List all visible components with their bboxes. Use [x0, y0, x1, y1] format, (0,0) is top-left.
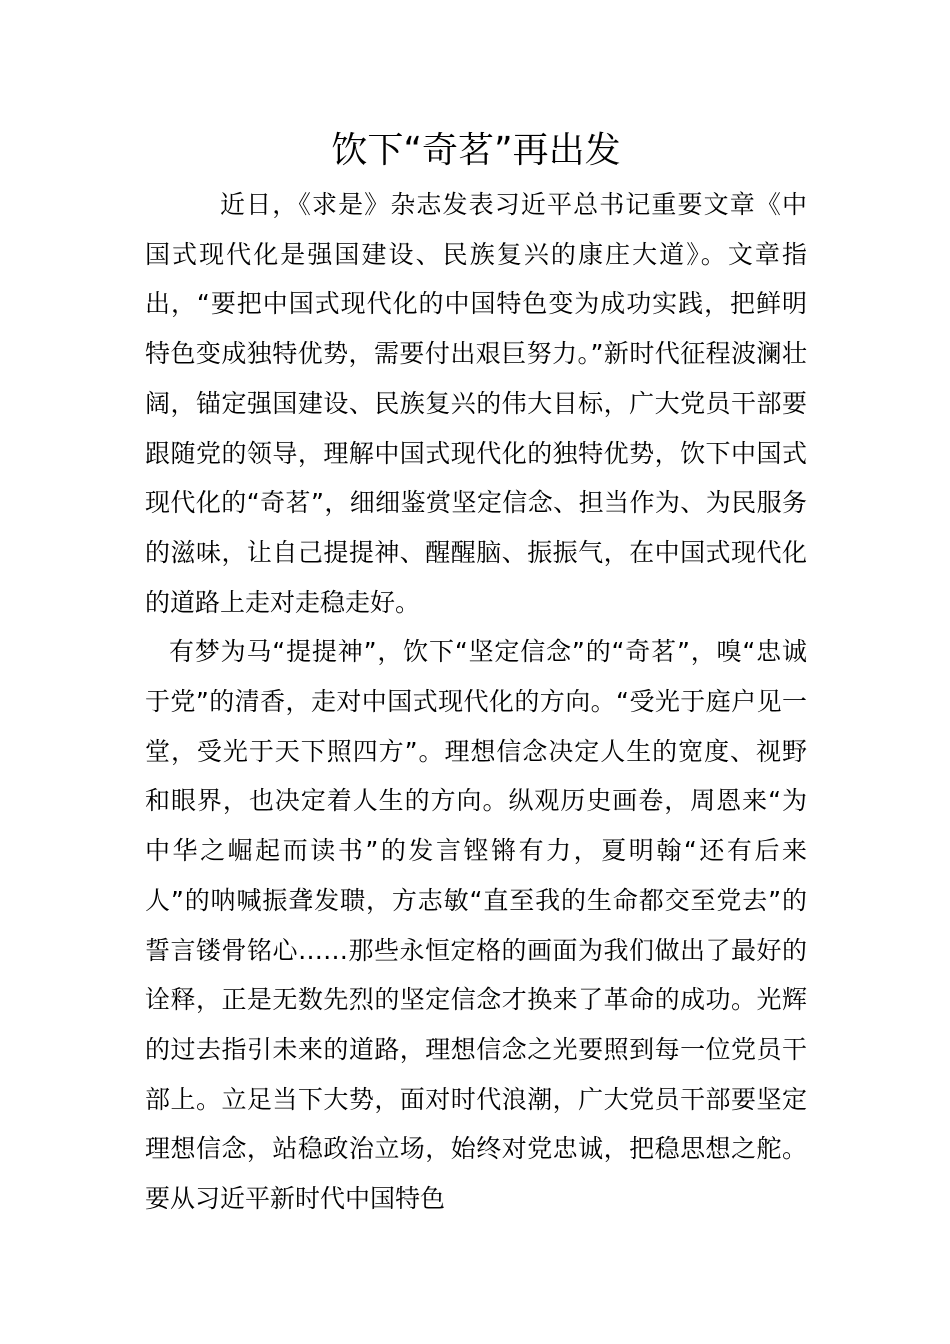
paragraph-intro: 近日，《求是》杂志发表习近平总书记重要文章《中国式现代化是强国建设、民族复兴的康庄大道》。文章指出，“要把中国式现代化的中国特色变为成功实践，把鲜明特色变成独特优势，需要付出艰巨努力。”新时代征程波澜壮阔，锚定强国建设、民族复兴的伟大目标，广大党员干部要跟随党的领导，理解中国式现代化的独特优势，饮下中国式现代化的“奇茗”，细细鉴赏坚定信念、担当作为、为民服务的滋味，让自己提提神、醒醒脑、振振气，在中国式现代化的道路上走对走稳走好。 — [145, 190, 807, 617]
document-page — [145, 122, 807, 1224]
document-title: 饮下“奇茗”再出发 — [331, 130, 621, 171]
paragraph-faith: 有梦为马“提提神”，饮下“坚定信念”的“奇茗”，嗅“忠诚于党”的清香，走对中国式现代化的方向。“受光于庭户见一堂，受光于天下照四方”。理想信念决定人生的宽度、视野和眼界，也决定着人生的方向。纵观历史画卷，周恩来“为中华之崛起而读书”的发言铿锵有力，夏明翰“还有后来人”的呐喊振聋发聩，方志敏“直至我的生命都交至党去”的誓言镂骨铭心……那些永恒定格的画面为我们做出了最好的诠释，正是无数先烈的坚定信念才换来了革命的成功。光辉的过去指引未来的道路，理想信念之光要照到每一位党员干部上。立足当下大势，面对时代浪潮，广大党员干部要坚定理想信念，站稳政治立场，始终对党忠诚，把稳思想之舵。要从习近平新时代中国特色 — [145, 637, 807, 1214]
